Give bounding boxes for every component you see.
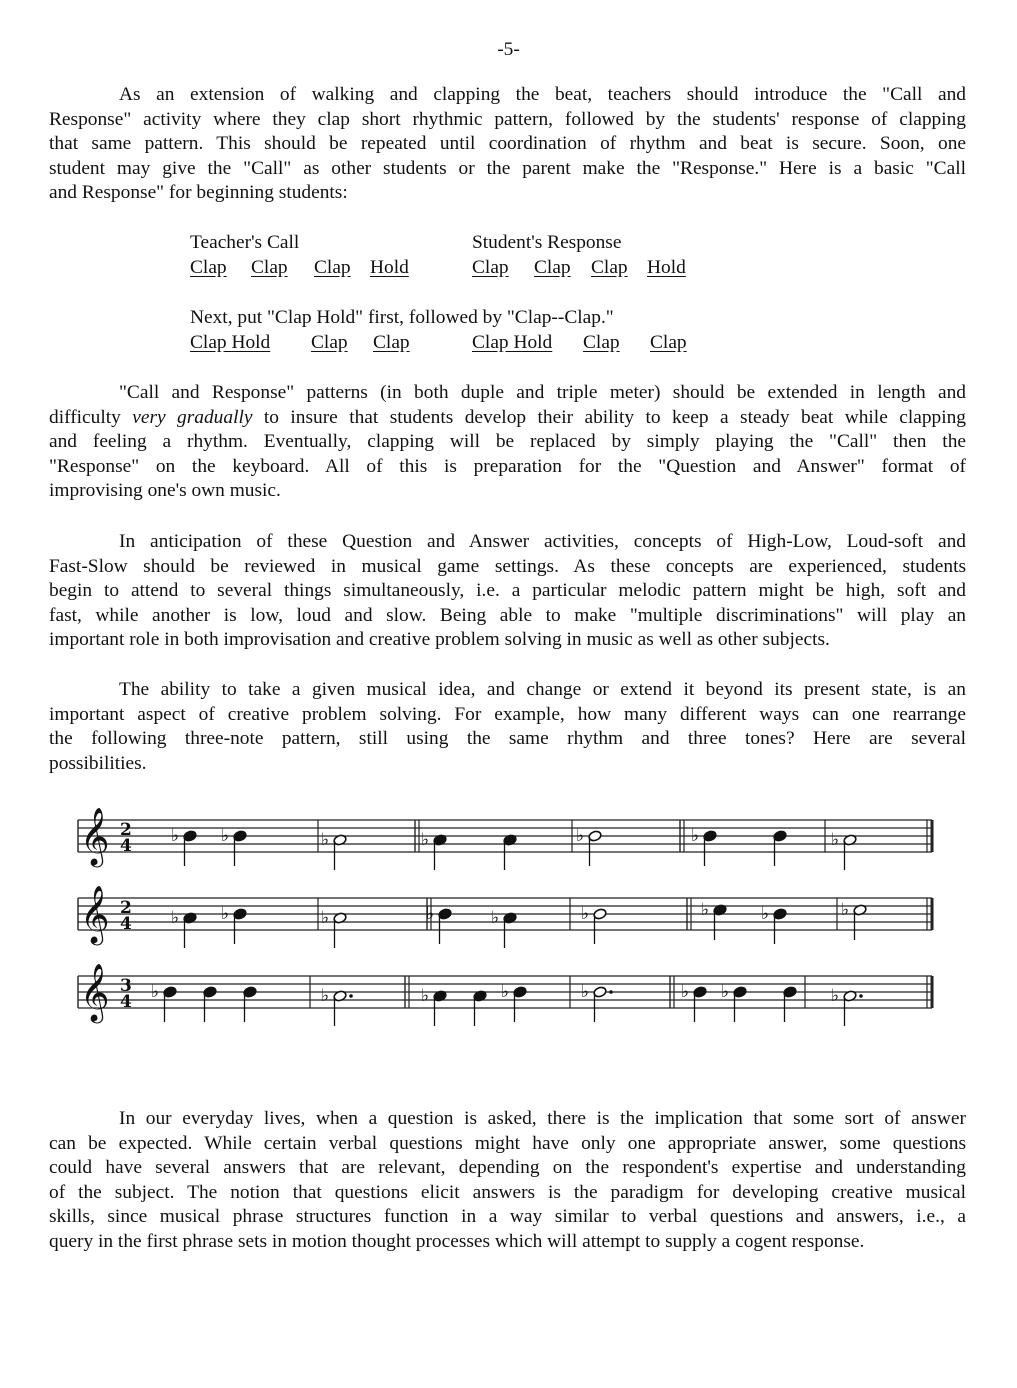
flat-sign-icon: ♭ — [171, 908, 180, 928]
text-line: of the subject. The notion that questions elicit answers is the paradigm for developing creative musical — [49, 1181, 966, 1203]
call-response-table — [190, 231, 710, 281]
paragraph-ability — [49, 678, 966, 776]
note-dot — [349, 994, 353, 998]
text-line — [49, 406, 966, 431]
text-run: to insure that students develop their ability to keep a steady beat while clapping — [252, 406, 966, 428]
clap-word: Clap — [373, 332, 410, 353]
clap-word: Clap — [472, 257, 509, 278]
note-dot — [859, 994, 863, 998]
call-response-row-2 — [190, 331, 710, 356]
page-number: -5- — [497, 39, 520, 60]
flat-sign-icon: ♭ — [321, 986, 330, 1006]
emphasis-very-gradually: very gradually — [132, 406, 253, 428]
flat-sign-icon: ♭ — [761, 904, 770, 924]
text-line: "Call and Response" patterns (in both duple and triple meter) should be extended in length and — [119, 382, 966, 403]
text-line: could have several answers that are relevant, depending on the respondent's expertise and understanding — [49, 1157, 966, 1179]
time-signature-bottom: 4 — [120, 914, 132, 934]
clap-word: Clap — [251, 257, 288, 278]
text-line: fast, while another is low, loud and slow. Being able to make "multiple discriminations" will play an — [49, 604, 966, 626]
hold-word: Hold — [647, 257, 686, 278]
text-line: begin to attend to several things simultaneously, i.e. a particular melodic pattern might be high, soft and — [49, 580, 966, 602]
text-line: "Response" on the keyboard. All of this is preparation for the "Question and Answer" format of — [49, 455, 966, 477]
text-line: In our everyday lives, when a question is asked, there is the implication that some sort of answer — [119, 1108, 966, 1129]
clap-hold-word: Clap Hold — [190, 332, 271, 353]
flat-sign-icon: ♭ — [491, 908, 500, 928]
paragraph-call-and-response-intro — [49, 83, 966, 206]
treble-clef-icon: 𝄞 — [80, 885, 110, 943]
text-line: skills, since musical phrase structures function in a way similar to verbal questions and answers, i.e., a — [49, 1206, 966, 1228]
text-line: As an extension of walking and clapping the beat, teachers should introduce the "Call and — [119, 84, 966, 105]
text-line: In anticipation of these Question and Answer activities, concepts of High-Low, Loud-soft and — [119, 531, 966, 552]
clap-word: Clap — [650, 332, 687, 353]
time-signature-bottom: 4 — [120, 836, 132, 856]
text-line: query in the first phrase sets in motion thought processes which will attempt to supply a cogent response. — [49, 1230, 865, 1252]
next-instruction-line: Next, put "Clap Hold" first, followed by "Clap--Clap." — [190, 307, 614, 328]
flat-sign-icon: ♭ — [576, 826, 585, 846]
clap-word: Clap — [591, 257, 628, 278]
text-line: the following three-note pattern, still using the same rhythm and three tones? Here are several — [49, 728, 966, 750]
time-signature-top: 2 — [120, 898, 132, 918]
flat-sign-icon: ♭ — [321, 830, 330, 850]
student-response-header: Student's Response — [472, 232, 622, 253]
flat-sign-icon: ♭ — [581, 904, 590, 924]
clap-word: Clap — [314, 257, 351, 278]
text-line: important role in both improvisation and creative problem solving in music as well as other subjects. — [49, 629, 830, 651]
paragraph-patterns — [49, 381, 966, 504]
flat-sign-icon: ♭ — [501, 982, 510, 1002]
note-dot — [609, 990, 613, 994]
clap-word: Clap — [190, 257, 227, 278]
text-line: Fast-Slow should be reviewed in musical game settings. As these concepts are experienced, students — [49, 555, 966, 577]
flat-sign-icon: ♭ — [841, 900, 850, 920]
text-line: The ability to take a given musical idea, and change or extend it beyond its present state, is an — [119, 679, 966, 700]
flat-sign-icon: ♭ — [831, 986, 840, 1006]
call-response-header-row — [190, 231, 710, 256]
flat-sign-icon: ♭ — [171, 826, 180, 846]
text-run: difficulty — [49, 406, 133, 428]
flat-sign-icon: ♭ — [151, 982, 160, 1002]
flat-sign-icon: ♭ — [421, 986, 430, 1006]
clap-hold-word: Clap Hold — [472, 332, 553, 353]
flat-sign-icon: ♭ — [701, 900, 710, 920]
time-signature-top: 2 — [120, 820, 132, 840]
hold-word: Hold — [370, 257, 409, 278]
call-response-row-1 — [190, 256, 710, 281]
text-line: that same pattern. This should be repeated until coordination of rhythm and beat is secure. Soon, one — [49, 133, 966, 155]
time-signature-top: 3 — [120, 976, 132, 996]
text-line: possibilities. — [49, 752, 147, 774]
text-line: improvising one's own music. — [49, 480, 281, 502]
treble-clef-icon: 𝄞 — [80, 807, 110, 865]
music-notation-figure — [70, 800, 940, 1055]
text-line: and Response" for beginning students: — [49, 182, 348, 204]
flat-sign-icon: ♭ — [721, 982, 730, 1002]
flat-sign-icon: ♭ — [321, 908, 330, 928]
clap-word: Clap — [534, 257, 571, 278]
clap-word: Clap — [311, 332, 348, 353]
text-line: important aspect of creative problem solving. For example, how many different ways can one rearrange — [49, 703, 966, 725]
text-line: and feeling a rhythm. Eventually, clapping will be replaced by simply playing the "Call" then the — [49, 431, 966, 453]
flat-sign-icon: ♭ — [421, 830, 430, 850]
treble-clef-icon: 𝄞 — [80, 963, 110, 1021]
flat-sign-icon: ♭ — [581, 982, 590, 1002]
teacher-call-header: Teacher's Call — [190, 232, 300, 253]
flat-sign-icon: ♭ — [426, 904, 435, 924]
text-line: student may give the "Call" as other students or the parent make the "Response." Here is a basic "Call — [49, 157, 966, 179]
text-line: can be expected. While certain verbal questions might have only one appropriate answer, some questions — [49, 1132, 966, 1154]
paragraph-everyday-lives — [49, 1107, 966, 1255]
call-response-table-2 — [190, 331, 710, 356]
time-signature-bottom: 4 — [120, 992, 132, 1012]
clap-word: Clap — [583, 332, 620, 353]
music-staves-svg — [70, 800, 940, 1055]
flat-sign-icon: ♭ — [831, 830, 840, 850]
flat-sign-icon: ♭ — [681, 982, 690, 1002]
flat-sign-icon: ♭ — [221, 826, 230, 846]
text-line: Response" activity where they clap short rhythmic pattern, followed by the students' response of clapping — [49, 108, 966, 130]
flat-sign-icon: ♭ — [221, 904, 230, 924]
paragraph-anticipation — [49, 530, 966, 653]
flat-sign-icon: ♭ — [691, 826, 700, 846]
